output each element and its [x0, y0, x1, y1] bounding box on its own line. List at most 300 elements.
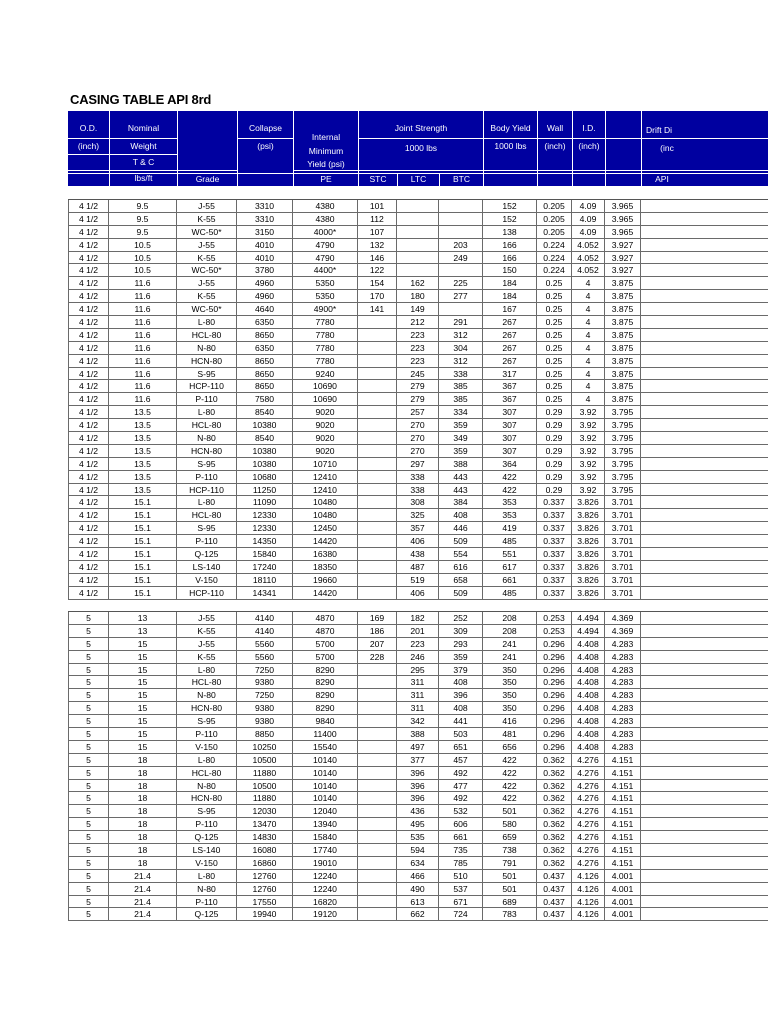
- table-cell: 350: [483, 664, 537, 676]
- table-cell-empty: [641, 625, 768, 637]
- table-cell: 13.5: [109, 471, 177, 483]
- table-row: [68, 355, 768, 368]
- table-cell: 8650: [237, 368, 293, 380]
- table-cell: 0.437: [537, 908, 572, 920]
- table-cell: 422: [483, 767, 537, 779]
- table-cell: 353: [483, 496, 537, 508]
- table-row: [68, 844, 768, 857]
- header-drift: Drift Di: [646, 125, 672, 135]
- table-cell: [358, 689, 397, 701]
- table-cell: 436: [397, 805, 439, 817]
- table-cell: 295: [397, 664, 439, 676]
- table-cell: 5: [68, 702, 109, 714]
- table-cell: 4: [572, 342, 605, 354]
- table-cell: 4: [572, 290, 605, 302]
- table-cell: 21.4: [109, 883, 177, 895]
- table-cell: J-55: [177, 638, 237, 650]
- table-cell: 5: [68, 664, 109, 676]
- table-cell: 4.276: [572, 767, 605, 779]
- table-cell: 0.362: [537, 780, 572, 792]
- table-cell: 0.362: [537, 818, 572, 830]
- table-cell: [397, 239, 439, 251]
- table-cell: 10140: [293, 754, 358, 766]
- table-cell: 10380: [237, 445, 293, 457]
- table-cell: 0.337: [537, 587, 572, 599]
- table-cell: 311: [397, 702, 439, 714]
- table-cell: [358, 342, 397, 354]
- table-cell: 3780: [237, 264, 293, 276]
- table-cell: 12040: [293, 805, 358, 817]
- table-cell: K-55: [177, 651, 237, 663]
- table-cell-empty: [641, 792, 768, 804]
- table-cell: 12240: [293, 870, 358, 882]
- table-cell: 443: [439, 471, 483, 483]
- table-row: [68, 908, 768, 921]
- table-cell: 659: [483, 831, 537, 843]
- table-cell-empty: [641, 883, 768, 895]
- table-cell: 4.408: [572, 664, 605, 676]
- table-cell: 12760: [237, 870, 293, 882]
- table-cell: 416: [483, 715, 537, 727]
- table-cell: 12330: [237, 509, 293, 521]
- table-cell: 4.09: [572, 200, 605, 212]
- table-cell: 0.25: [537, 393, 572, 405]
- table-cell: 9.5: [109, 200, 177, 212]
- table-cell: 3.826: [572, 535, 605, 547]
- table-cell: 10.5: [109, 264, 177, 276]
- table-cell: 10710: [293, 458, 358, 470]
- table-cell: V-150: [177, 741, 237, 753]
- table-cell: 4.052: [572, 239, 605, 251]
- table-cell: 3.826: [572, 522, 605, 534]
- table-cell: 270: [397, 419, 439, 431]
- table-cell: [439, 226, 483, 238]
- table-cell: 9020: [293, 419, 358, 431]
- table-cell: 4.494: [572, 612, 605, 624]
- table-cell: [358, 380, 397, 392]
- table-cell: 4790: [293, 252, 358, 264]
- table-cell: 3.795: [605, 484, 641, 496]
- table-row: [68, 393, 768, 406]
- table-row: [68, 857, 768, 870]
- table-cell-empty: [641, 303, 768, 315]
- table-cell: 0.337: [537, 509, 572, 521]
- table-cell: 15: [109, 689, 177, 701]
- table-cell: 246: [397, 651, 439, 663]
- table-cell: HCN-80: [177, 355, 237, 367]
- table-cell: 0.29: [537, 458, 572, 470]
- table-cell: 9.5: [109, 226, 177, 238]
- table-cell: 4380: [293, 200, 358, 212]
- table-cell: 0.296: [537, 651, 572, 663]
- table-cell: 4.408: [572, 689, 605, 701]
- header-collapse-unit: (psi): [257, 141, 274, 151]
- table-cell: P-110: [177, 896, 237, 908]
- table-cell: 0.362: [537, 754, 572, 766]
- table-cell: 10140: [293, 767, 358, 779]
- table-cell: [358, 908, 397, 920]
- table-cell: 5: [68, 870, 109, 882]
- table-cell: 3.92: [572, 432, 605, 444]
- table-cell: 4 1/2: [68, 213, 109, 225]
- table-cell: 443: [439, 484, 483, 496]
- table-cell: 19010: [293, 857, 358, 869]
- table-cell: 0.25: [537, 368, 572, 380]
- table-cell: 4140: [237, 625, 293, 637]
- table-cell: 107: [358, 226, 397, 238]
- table-cell: 21.4: [109, 870, 177, 882]
- table-cell: HCL-80: [177, 676, 237, 688]
- table-cell: [358, 715, 397, 727]
- header-tc: T & C: [132, 157, 155, 167]
- table-cell: 537: [439, 883, 483, 895]
- table-cell: 267: [483, 355, 537, 367]
- table-cell: 3.927: [605, 264, 641, 276]
- table-cell: [358, 445, 397, 457]
- table-cell: 7780: [293, 316, 358, 328]
- table-cell: 4790: [293, 239, 358, 251]
- table-cell: 3.701: [605, 535, 641, 547]
- table-cell-empty: [641, 780, 768, 792]
- table-cell: 270: [397, 432, 439, 444]
- table-cell: 18350: [293, 561, 358, 573]
- table-cell: 4140: [237, 612, 293, 624]
- table-cell: 5: [68, 715, 109, 727]
- table-cell: 0.296: [537, 638, 572, 650]
- table-cell: 0.205: [537, 213, 572, 225]
- table-cell: 353: [483, 509, 537, 521]
- table-cell: 9380: [237, 702, 293, 714]
- table-cell: 5: [68, 676, 109, 688]
- table-cell: 4 1/2: [68, 522, 109, 534]
- table-cell: 267: [483, 329, 537, 341]
- table-cell: 325: [397, 509, 439, 521]
- table-cell: 166: [483, 239, 537, 251]
- header-od-unit: (inch): [77, 141, 100, 151]
- table-row: [68, 702, 768, 715]
- table-cell: 4 1/2: [68, 432, 109, 444]
- table-cell: 21.4: [109, 908, 177, 920]
- table-cell: 122: [358, 264, 397, 276]
- table-cell: N-80: [177, 342, 237, 354]
- table-cell: 309: [439, 625, 483, 637]
- table-cell: [397, 213, 439, 225]
- table-cell: 4.151: [605, 780, 641, 792]
- table-cell: WC-50*: [177, 226, 237, 238]
- table-cell: [358, 664, 397, 676]
- table-cell: 7250: [237, 689, 293, 701]
- table-cell: 0.29: [537, 419, 572, 431]
- table-cell-empty: [641, 831, 768, 843]
- table-cell: 8540: [237, 406, 293, 418]
- table-row: [68, 676, 768, 689]
- table-cell: 406: [397, 587, 439, 599]
- table-cell: 367: [483, 393, 537, 405]
- table-cell: 4.001: [605, 896, 641, 908]
- table-row: [68, 896, 768, 909]
- table-cell: 4: [572, 393, 605, 405]
- table-cell: 0.296: [537, 664, 572, 676]
- table-cell: P-110: [177, 728, 237, 740]
- table-cell: 4.283: [605, 689, 641, 701]
- table-cell: 0.253: [537, 612, 572, 624]
- table-cell-empty: [641, 329, 768, 341]
- table-cell: 4.369: [605, 612, 641, 624]
- table-cell: 152: [483, 200, 537, 212]
- table-cell: 12330: [237, 522, 293, 534]
- table-cell: 554: [439, 548, 483, 560]
- table-cell: 4.052: [572, 252, 605, 264]
- table-cell: 4 1/2: [68, 264, 109, 276]
- table-cell: 3.701: [605, 522, 641, 534]
- table-cell: 138: [483, 226, 537, 238]
- table-cell: 5: [68, 754, 109, 766]
- table-cell-empty: [641, 561, 768, 573]
- table-cell: 0.296: [537, 741, 572, 753]
- table-cell: 4.151: [605, 805, 641, 817]
- table-cell: 5: [68, 831, 109, 843]
- table-cell: 0.25: [537, 277, 572, 289]
- table-cell: 4 1/2: [68, 239, 109, 251]
- table-cell-empty: [641, 651, 768, 663]
- table-cell: 0.437: [537, 896, 572, 908]
- table-cell: 0.224: [537, 239, 572, 251]
- table-row: [68, 664, 768, 677]
- table-cell: 497: [397, 741, 439, 753]
- table-cell: HCL-80: [177, 767, 237, 779]
- table-cell: 613: [397, 896, 439, 908]
- table-cell: 15: [109, 676, 177, 688]
- table-cell: 150: [483, 264, 537, 276]
- table-cell: [358, 702, 397, 714]
- table-cell: 10.5: [109, 252, 177, 264]
- table-cell: 3.92: [572, 458, 605, 470]
- table-cell: 501: [483, 805, 537, 817]
- table-cell: 422: [483, 471, 537, 483]
- table-cell: 3310: [237, 213, 293, 225]
- table-cell: 11.6: [109, 277, 177, 289]
- table-cell: J-55: [177, 277, 237, 289]
- table-cell: 0.362: [537, 831, 572, 843]
- header-nominal: Nominal: [127, 123, 160, 133]
- table-cell: 13: [109, 625, 177, 637]
- table-cell: 4 1/2: [68, 393, 109, 405]
- table-cell: [397, 200, 439, 212]
- table-cell: 9840: [293, 715, 358, 727]
- table-cell: 0.29: [537, 471, 572, 483]
- table-cell: 4 1/2: [68, 329, 109, 341]
- table-cell: N-80: [177, 780, 237, 792]
- table-cell-empty: [641, 715, 768, 727]
- table-cell: 5: [68, 625, 109, 637]
- table-cell: 359: [439, 445, 483, 457]
- table-cell: 13.5: [109, 458, 177, 470]
- table-row: [68, 754, 768, 767]
- table-cell: 4.126: [572, 883, 605, 895]
- table-cell: [358, 883, 397, 895]
- table-cell: J-55: [177, 200, 237, 212]
- table-cell: 4.283: [605, 741, 641, 753]
- table-cell-empty: [641, 896, 768, 908]
- table-row: [68, 870, 768, 883]
- header-joint-unit: 1000 lbs: [404, 143, 438, 153]
- header-body-yield: Body Yield: [490, 123, 531, 133]
- table-cell: 3.826: [572, 496, 605, 508]
- table-cell: [397, 252, 439, 264]
- table-cell: 359: [439, 651, 483, 663]
- table-cell: 12760: [237, 883, 293, 895]
- table-cell: 293: [439, 638, 483, 650]
- table-cell: 291: [439, 316, 483, 328]
- table-cell: 477: [439, 780, 483, 792]
- table-cell: 4.276: [572, 844, 605, 856]
- table-cell: N-80: [177, 432, 237, 444]
- header-yield: Yield (psi): [307, 159, 345, 169]
- table-cell: 4.001: [605, 883, 641, 895]
- table-cell: 4 1/2: [68, 574, 109, 586]
- table-cell: 18: [109, 792, 177, 804]
- table-cell: 11.6: [109, 368, 177, 380]
- table-cell: 13.5: [109, 445, 177, 457]
- table-cell: 9.5: [109, 213, 177, 225]
- table-cell: [358, 857, 397, 869]
- table-cell: V-150: [177, 857, 237, 869]
- table-cell: 4.408: [572, 741, 605, 753]
- table-cell: 10140: [293, 780, 358, 792]
- table-cell: 671: [439, 896, 483, 908]
- table-cell: 4.276: [572, 780, 605, 792]
- table-cell: 3.875: [605, 355, 641, 367]
- casing-table-section-4-5in: [68, 199, 768, 600]
- table-cell: 11.6: [109, 393, 177, 405]
- table-cell: 408: [439, 676, 483, 688]
- table-cell: 338: [397, 471, 439, 483]
- table-cell: 0.337: [537, 535, 572, 547]
- table-cell: 5700: [293, 651, 358, 663]
- table-cell: 0.25: [537, 380, 572, 392]
- table-cell: 307: [483, 445, 537, 457]
- table-cell: [358, 329, 397, 341]
- table-cell: 15.1: [109, 496, 177, 508]
- table-cell: 223: [397, 355, 439, 367]
- table-cell: 0.296: [537, 702, 572, 714]
- table-cell-empty: [641, 445, 768, 457]
- table-row: [68, 561, 768, 574]
- table-cell: LS-140: [177, 561, 237, 573]
- table-cell: 4: [572, 329, 605, 341]
- table-cell: 5: [68, 638, 109, 650]
- casing-table-section-5in: [68, 611, 768, 921]
- table-cell: V-150: [177, 574, 237, 586]
- table-cell: HCP-110: [177, 587, 237, 599]
- table-cell-empty: [641, 754, 768, 766]
- table-cell: [358, 458, 397, 470]
- table-cell: 19940: [237, 908, 293, 920]
- table-cell-empty: [641, 316, 768, 328]
- table-cell: Q-125: [177, 831, 237, 843]
- table-cell: 9020: [293, 432, 358, 444]
- table-cell: 5: [68, 844, 109, 856]
- table-cell: 0.337: [537, 522, 572, 534]
- table-cell: 487: [397, 561, 439, 573]
- table-cell: 15: [109, 638, 177, 650]
- table-cell: 0.224: [537, 264, 572, 276]
- table-cell: 4.151: [605, 857, 641, 869]
- header-weight: Weight: [130, 141, 157, 151]
- table-cell: 279: [397, 380, 439, 392]
- table-cell: 3.965: [605, 200, 641, 212]
- table-cell: 9020: [293, 445, 358, 457]
- table-cell: 11250: [237, 484, 293, 496]
- table-cell: 350: [483, 702, 537, 714]
- table-cell: K-55: [177, 213, 237, 225]
- table-cell: 18: [109, 831, 177, 843]
- table-cell: 170: [358, 290, 397, 302]
- table-cell: [358, 406, 397, 418]
- table-cell: 4.276: [572, 792, 605, 804]
- table-cell: 0.29: [537, 406, 572, 418]
- table-cell: 783: [483, 908, 537, 920]
- table-row: [68, 805, 768, 818]
- table-cell: 3.795: [605, 445, 641, 457]
- table-row: [68, 213, 768, 226]
- table-cell: 11.6: [109, 303, 177, 315]
- table-cell: 101: [358, 200, 397, 212]
- header-grade: Grade: [195, 174, 220, 184]
- table-cell: 311: [397, 689, 439, 701]
- table-cell: [397, 264, 439, 276]
- table-cell: 10.5: [109, 239, 177, 251]
- table-cell: 359: [439, 419, 483, 431]
- table-cell: 510: [439, 870, 483, 882]
- table-cell: 252: [439, 612, 483, 624]
- table-row: [68, 419, 768, 432]
- table-cell: [358, 676, 397, 688]
- table-cell: 466: [397, 870, 439, 882]
- table-cell: 10480: [293, 496, 358, 508]
- table-cell: 223: [397, 329, 439, 341]
- table-cell: 4 1/2: [68, 561, 109, 573]
- table-cell: 4: [572, 303, 605, 315]
- table-cell: L-80: [177, 870, 237, 882]
- table-cell: 334: [439, 406, 483, 418]
- table-cell: 112: [358, 213, 397, 225]
- table-cell: 3.875: [605, 393, 641, 405]
- table-cell: 3.965: [605, 213, 641, 225]
- table-cell: 267: [483, 316, 537, 328]
- table-cell: 297: [397, 458, 439, 470]
- table-cell: 4: [572, 277, 605, 289]
- table-cell-empty: [641, 368, 768, 380]
- table-cell: 9020: [293, 406, 358, 418]
- table-cell: [358, 754, 397, 766]
- table-cell: 307: [483, 419, 537, 431]
- table-cell: 441: [439, 715, 483, 727]
- table-cell-empty: [641, 587, 768, 599]
- table-row: [68, 432, 768, 445]
- header-stc: STC: [369, 174, 387, 184]
- table-cell: 10480: [293, 509, 358, 521]
- table-cell: 4: [572, 355, 605, 367]
- table-cell: 4.126: [572, 896, 605, 908]
- table-cell: 13.5: [109, 484, 177, 496]
- table-cell: 0.437: [537, 883, 572, 895]
- table-cell: [397, 226, 439, 238]
- header-lbsft: lbs/ft: [134, 173, 153, 183]
- table-cell-empty: [641, 741, 768, 753]
- table-cell: 241: [483, 651, 537, 663]
- table-cell: 13.5: [109, 432, 177, 444]
